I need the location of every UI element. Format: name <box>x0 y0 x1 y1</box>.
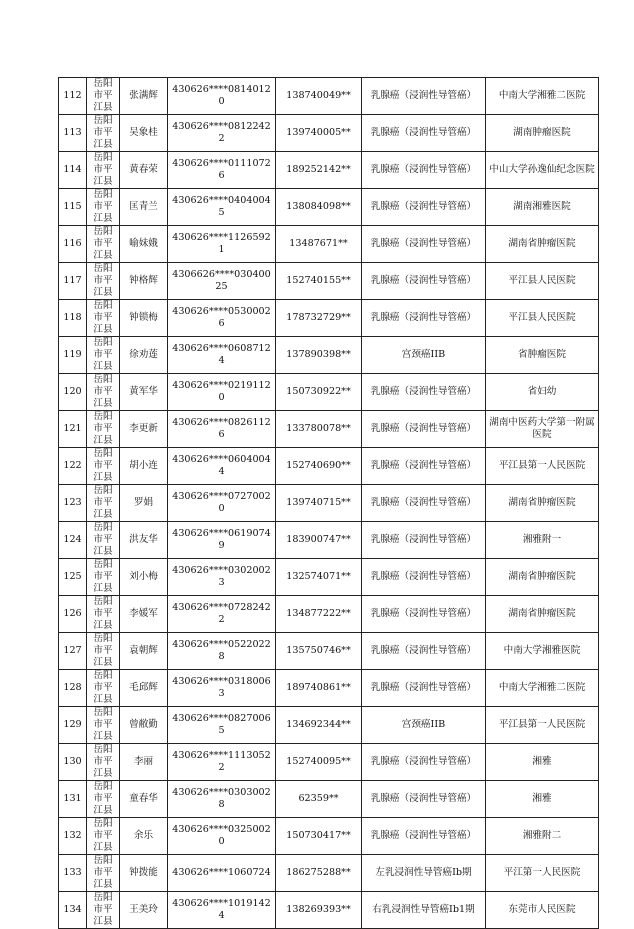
diagnosis-cell: 乳腺癌（浸润性导管癌） <box>362 670 486 707</box>
hospital-cell: 湖南省肿瘤医院 <box>486 559 599 596</box>
table-row <box>59 855 599 892</box>
table-row <box>59 781 599 818</box>
phone-cell: 132574071** <box>276 559 362 596</box>
hospital-cell: 中南大学湘雅二医院 <box>486 670 599 707</box>
records-body <box>59 78 599 929</box>
name-cell: 喻妹娥 <box>120 226 168 263</box>
hospital-cell: 湖南肿瘤医院 <box>486 115 599 152</box>
table-row <box>59 744 599 781</box>
table-row <box>59 411 599 448</box>
name-cell: 毛邱辉 <box>120 670 168 707</box>
region-cell: 岳阳市平江县 <box>87 818 120 855</box>
table-row <box>59 226 599 263</box>
hospital-cell: 湘雅 <box>486 781 599 818</box>
table-row <box>59 300 599 337</box>
hospital-cell: 中南大学湘雅医院 <box>486 633 599 670</box>
row-number: 116 <box>59 226 87 263</box>
phone-cell: 137890398** <box>276 337 362 374</box>
row-number: 117 <box>59 263 87 300</box>
region-cell: 岳阳市平江县 <box>87 411 120 448</box>
hospital-cell: 湖南中医药大学第一附属医院 <box>486 411 599 448</box>
region-cell: 岳阳市平江县 <box>87 78 120 115</box>
diagnosis-cell: 宫颈癌IIB <box>362 337 486 374</box>
id-number-cell: 430626****08122422 <box>168 115 276 152</box>
table-row <box>59 633 599 670</box>
hospital-cell: 中山大学孙逸仙纪念医院 <box>486 152 599 189</box>
region-cell: 岳阳市平江县 <box>87 633 120 670</box>
id-number-cell: 430626****08140120 <box>168 78 276 115</box>
row-number: 120 <box>59 374 87 411</box>
region-cell: 岳阳市平江县 <box>87 300 120 337</box>
name-cell: 刘小梅 <box>120 559 168 596</box>
id-number-cell: 430626****1060724 <box>168 855 276 892</box>
id-number-cell: 430626****01110726 <box>168 152 276 189</box>
phone-cell: 134877222** <box>276 596 362 633</box>
row-number: 127 <box>59 633 87 670</box>
diagnosis-cell: 乳腺癌（浸润性导管癌） <box>362 226 486 263</box>
diagnosis-cell: 乳腺癌（浸润性导管癌） <box>362 189 486 226</box>
phone-cell: 139740005** <box>276 115 362 152</box>
table-row <box>59 115 599 152</box>
name-cell: 黄军华 <box>120 374 168 411</box>
region-cell: 岳阳市平江县 <box>87 448 120 485</box>
id-number-cell: 430626****05220228 <box>168 633 276 670</box>
row-number: 118 <box>59 300 87 337</box>
table-row <box>59 559 599 596</box>
id-number-cell: 430626****06087124 <box>168 337 276 374</box>
records-table <box>58 77 599 929</box>
id-number-cell: 430626****10191424 <box>168 892 276 929</box>
row-number: 128 <box>59 670 87 707</box>
diagnosis-cell: 乳腺癌（浸润性导管癌） <box>362 596 486 633</box>
row-number: 132 <box>59 818 87 855</box>
phone-cell: 135750746** <box>276 633 362 670</box>
diagnosis-cell: 乳腺癌（浸润性导管癌） <box>362 152 486 189</box>
row-number: 115 <box>59 189 87 226</box>
table-row <box>59 707 599 744</box>
phone-cell: 62359** <box>276 781 362 818</box>
hospital-cell: 省肿瘤医院 <box>486 337 599 374</box>
diagnosis-cell: 乳腺癌（浸润性导管癌） <box>362 411 486 448</box>
row-number: 130 <box>59 744 87 781</box>
phone-cell: 152740155** <box>276 263 362 300</box>
name-cell: 钟锁梅 <box>120 300 168 337</box>
table-row <box>59 485 599 522</box>
diagnosis-cell: 乳腺癌（浸润性导管癌） <box>362 522 486 559</box>
table-row <box>59 78 599 115</box>
row-number: 134 <box>59 892 87 929</box>
region-cell: 岳阳市平江县 <box>87 189 120 226</box>
hospital-cell: 省妇幼 <box>486 374 599 411</box>
table-row <box>59 189 599 226</box>
row-number: 119 <box>59 337 87 374</box>
region-cell: 岳阳市平江县 <box>87 670 120 707</box>
hospital-cell: 湖南省肿瘤医院 <box>486 596 599 633</box>
id-number-cell: 430626****03250020 <box>168 818 276 855</box>
name-cell: 童春华 <box>120 781 168 818</box>
phone-cell: 189252142** <box>276 152 362 189</box>
id-number-cell: 430626****07282422 <box>168 596 276 633</box>
diagnosis-cell: 乳腺癌（浸润性导管癌） <box>362 374 486 411</box>
table-row <box>59 522 599 559</box>
row-number: 131 <box>59 781 87 818</box>
row-number: 125 <box>59 559 87 596</box>
diagnosis-cell: 乳腺癌（浸润性导管癌） <box>362 744 486 781</box>
diagnosis-cell: 右乳浸润性导管癌Ib1期 <box>362 892 486 929</box>
name-cell: 钟拨能 <box>120 855 168 892</box>
diagnosis-cell: 乳腺癌（浸润性导管癌） <box>362 78 486 115</box>
name-cell: 李丽 <box>120 744 168 781</box>
diagnosis-cell: 乳腺癌（浸润性导管癌） <box>362 485 486 522</box>
region-cell: 岳阳市平江县 <box>87 115 120 152</box>
region-cell: 岳阳市平江县 <box>87 892 120 929</box>
diagnosis-cell: 乳腺癌（浸润性导管癌） <box>362 263 486 300</box>
hospital-cell: 平江第一人民医院 <box>486 855 599 892</box>
table-row <box>59 263 599 300</box>
table-row <box>59 596 599 633</box>
diagnosis-cell: 乳腺癌（浸润性导管癌） <box>362 818 486 855</box>
table-row <box>59 670 599 707</box>
id-number-cell: 430626****05300026 <box>168 300 276 337</box>
hospital-cell: 中南大学湘雅二医院 <box>486 78 599 115</box>
diagnosis-cell: 乳腺癌（浸润性导管癌） <box>362 633 486 670</box>
row-number: 122 <box>59 448 87 485</box>
phone-cell: 186275288** <box>276 855 362 892</box>
id-number-cell: 430626****06040044 <box>168 448 276 485</box>
row-number: 133 <box>59 855 87 892</box>
region-cell: 岳阳市平江县 <box>87 781 120 818</box>
diagnosis-cell: 左乳浸润性导管癌Ib期 <box>362 855 486 892</box>
region-cell: 岳阳市平江县 <box>87 337 120 374</box>
diagnosis-cell: 乳腺癌（浸润性导管癌） <box>362 115 486 152</box>
phone-cell: 183900747** <box>276 522 362 559</box>
phone-cell: 152740095** <box>276 744 362 781</box>
id-number-cell: 430626****06190749 <box>168 522 276 559</box>
phone-cell: 13487671** <box>276 226 362 263</box>
region-cell: 岳阳市平江县 <box>87 707 120 744</box>
row-number: 112 <box>59 78 87 115</box>
id-number-cell: 430626****11130522 <box>168 744 276 781</box>
hospital-cell: 东莞市人民医院 <box>486 892 599 929</box>
name-cell: 徐劝莲 <box>120 337 168 374</box>
id-number-cell: 430626****03020023 <box>168 559 276 596</box>
phone-cell: 150730417** <box>276 818 362 855</box>
region-cell: 岳阳市平江县 <box>87 744 120 781</box>
phone-cell: 138269393** <box>276 892 362 929</box>
hospital-cell: 湘雅附二 <box>486 818 599 855</box>
row-number: 114 <box>59 152 87 189</box>
region-cell: 岳阳市平江县 <box>87 559 120 596</box>
region-cell: 岳阳市平江县 <box>87 596 120 633</box>
row-number: 123 <box>59 485 87 522</box>
hospital-cell: 湖南湘雅医院 <box>486 189 599 226</box>
phone-cell: 152740690** <box>276 448 362 485</box>
phone-cell: 139740715** <box>276 485 362 522</box>
table-row <box>59 374 599 411</box>
diagnosis-cell: 乳腺癌（浸润性导管癌） <box>362 781 486 818</box>
hospital-cell: 湖南省肿瘤医院 <box>486 226 599 263</box>
name-cell: 袁朝辉 <box>120 633 168 670</box>
diagnosis-cell: 乳腺癌（浸润性导管癌） <box>362 300 486 337</box>
row-number: 126 <box>59 596 87 633</box>
name-cell: 洪友华 <box>120 522 168 559</box>
id-number-cell: 430626****08270065 <box>168 707 276 744</box>
name-cell: 李媛军 <box>120 596 168 633</box>
hospital-cell: 湘雅 <box>486 744 599 781</box>
name-cell: 匡青兰 <box>120 189 168 226</box>
region-cell: 岳阳市平江县 <box>87 152 120 189</box>
region-cell: 岳阳市平江县 <box>87 855 120 892</box>
phone-cell: 134692344** <box>276 707 362 744</box>
name-cell: 吴象桂 <box>120 115 168 152</box>
table-row <box>59 448 599 485</box>
table-row <box>59 337 599 374</box>
diagnosis-cell: 宫颈癌IIB <box>362 707 486 744</box>
hospital-cell: 平江县人民医院 <box>486 300 599 337</box>
id-number-cell: 4306626****03040025 <box>168 263 276 300</box>
id-number-cell: 430626****08261126 <box>168 411 276 448</box>
row-number: 124 <box>59 522 87 559</box>
name-cell: 钟格辉 <box>120 263 168 300</box>
phone-cell: 138084098** <box>276 189 362 226</box>
hospital-cell: 湘雅附一 <box>486 522 599 559</box>
name-cell: 余乐 <box>120 818 168 855</box>
name-cell: 张满辉 <box>120 78 168 115</box>
region-cell: 岳阳市平江县 <box>87 226 120 263</box>
hospital-cell: 平江县第一人民医院 <box>486 707 599 744</box>
diagnosis-cell: 乳腺癌（浸润性导管癌） <box>362 559 486 596</box>
name-cell: 李更新 <box>120 411 168 448</box>
region-cell: 岳阳市平江县 <box>87 263 120 300</box>
phone-cell: 189740861** <box>276 670 362 707</box>
name-cell: 黄春荣 <box>120 152 168 189</box>
name-cell: 曾敝勤 <box>120 707 168 744</box>
table-row <box>59 152 599 189</box>
phone-cell: 138740049** <box>276 78 362 115</box>
diagnosis-cell: 乳腺癌（浸润性导管癌） <box>362 448 486 485</box>
id-number-cell: 430626****03030028 <box>168 781 276 818</box>
phone-cell: 178732729** <box>276 300 362 337</box>
name-cell: 罗娟 <box>120 485 168 522</box>
id-number-cell: 430626****11265921 <box>168 226 276 263</box>
hospital-cell: 平江县人民医院 <box>486 263 599 300</box>
region-cell: 岳阳市平江县 <box>87 374 120 411</box>
id-number-cell: 430626****03180063 <box>168 670 276 707</box>
table-row <box>59 818 599 855</box>
hospital-cell: 湖南省肿瘤医院 <box>486 485 599 522</box>
id-number-cell: 430626****07270020 <box>168 485 276 522</box>
hospital-cell: 平江县第一人民医院 <box>486 448 599 485</box>
region-cell: 岳阳市平江县 <box>87 522 120 559</box>
row-number: 121 <box>59 411 87 448</box>
id-number-cell: 430626****02191120 <box>168 374 276 411</box>
phone-cell: 150730922** <box>276 374 362 411</box>
row-number: 129 <box>59 707 87 744</box>
phone-cell: 133780078** <box>276 411 362 448</box>
region-cell: 岳阳市平江县 <box>87 485 120 522</box>
table-row <box>59 892 599 929</box>
name-cell: 胡小连 <box>120 448 168 485</box>
id-number-cell: 430626****04040045 <box>168 189 276 226</box>
row-number: 113 <box>59 115 87 152</box>
name-cell: 王美玲 <box>120 892 168 929</box>
